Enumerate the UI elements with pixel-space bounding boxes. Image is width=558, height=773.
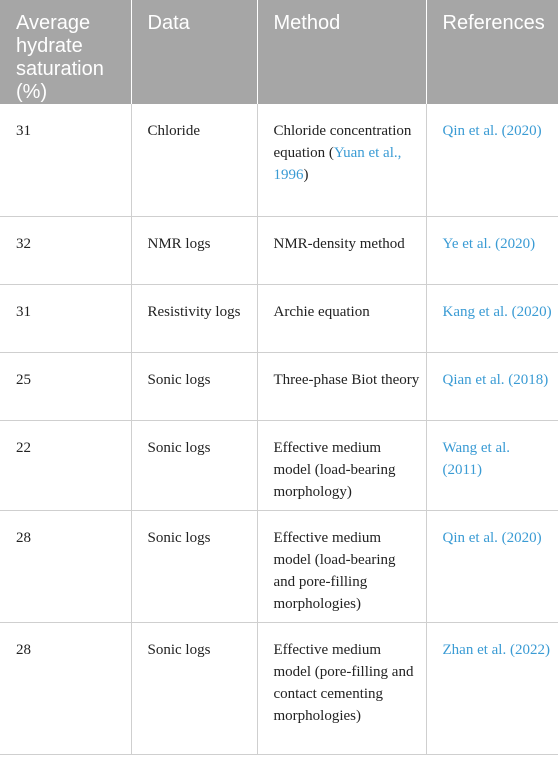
reference-cell [426,104,558,216]
reference-cell [426,216,558,284]
method-cell: Three-phase Biot theory [257,352,426,420]
reference-cell [426,510,558,622]
saturation-cell: 32 [0,216,131,284]
header-saturation: Average hydrate saturation (%) [0,0,131,104]
reference-link[interactable]: Qin et al. (2020) [442,123,542,139]
data-cell: Sonic logs [131,420,257,510]
data-cell: Sonic logs [131,622,257,754]
table-row [0,216,558,284]
reference-cell [426,284,558,352]
reference-link[interactable]: Qian et al. (2018) [442,371,549,388]
data-cell: Sonic logs [131,352,257,420]
reference-cell [426,352,558,420]
method-cell: Effective medium model (load-bearing and pore-filling morphologies) [257,510,426,622]
data-cell: Chloride [131,104,257,216]
method-cell: NMR-density method [257,216,426,284]
saturation-cell: 28 [0,622,131,754]
header-data: Data [131,0,257,104]
method-cell: Effective medium model (load-bearing morphology) [257,420,426,510]
data-cell: Resistivity logs [131,284,257,352]
table-row [0,420,558,510]
header-row [0,0,558,104]
reference-link[interactable]: Wang et al. (2011) [442,439,511,478]
saturation-cell: 22 [0,420,131,510]
method-cell: Archie equation [257,284,426,352]
table-row [0,104,558,216]
saturation-cell: 28 [0,510,131,622]
table-row [0,284,558,352]
method-cell [257,104,426,216]
reference-link[interactable]: Kang et al. (2020) [442,303,552,320]
method-cell: Effective medium model (pore-filling and contact cementing morphologies) [257,622,426,754]
reference-link[interactable]: Zhan et al. (2022) [442,641,550,658]
table-header [0,0,558,104]
reference-link[interactable]: Ye et al. (2020) [442,235,536,252]
table-row [0,622,558,754]
saturation-cell: 31 [0,284,131,352]
data-cell: Sonic logs [131,510,257,622]
method-suffix: ) [303,167,309,183]
reference-link[interactable]: Qin et al. (2020) [442,529,542,546]
header-method: Method [257,0,426,104]
reference-cell [426,420,558,510]
table-row [0,352,558,420]
method-reference-link[interactable]: Yuan et al., 1996 [273,145,402,183]
data-cell: NMR logs [131,216,257,284]
saturation-cell: 25 [0,352,131,420]
table-body [0,104,558,754]
saturation-cell: 31 [16,123,31,139]
method-text: Chloride concentration equation ( [273,123,412,161]
reference-cell [426,622,558,754]
table-row [0,510,558,622]
header-references: References [426,0,558,104]
